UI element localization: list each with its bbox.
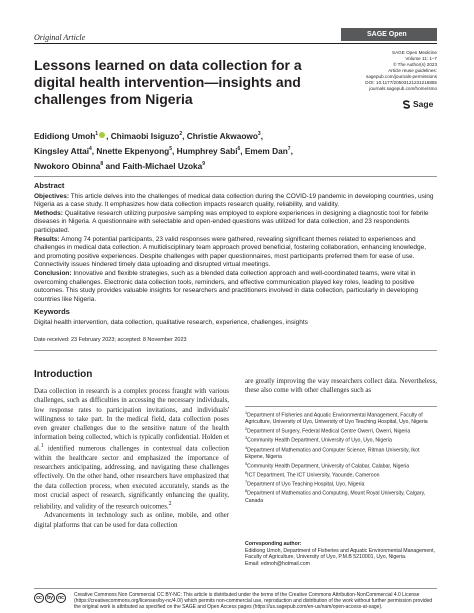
affil-num: 5 (245, 461, 248, 466)
affil-text: Community Health Department, University of Calabar, Calabar, Nigeria (247, 463, 410, 470)
affiliation-item (245, 435, 437, 444)
affil-num: 7 (245, 480, 248, 485)
affil-text: Community Health Department, University of Uyo, Uyo, Nigeria (247, 437, 392, 444)
affil-text: Department of Surgery, Federal Medical Centre Owerri, Owerri, Nigeria (247, 428, 411, 435)
methods-label: Methods: (34, 209, 63, 217)
affil-num: 4 (245, 445, 248, 450)
abstract-conclusion (34, 270, 437, 304)
meta-permissions-link[interactable]: sagepub.com/journals-permissions (366, 74, 437, 79)
affil-text: Department of Uyo Teaching Hospital, Uyo, Nigeria (247, 481, 365, 488)
intro-paragraph-2: Advancements in technology such as online, mobile, and other digital platforms that can be used for data collection (34, 512, 229, 529)
author-name[interactable]: Kingsley Attai (34, 145, 90, 156)
corresponding-label: Corresponding author: (245, 541, 302, 547)
author-name[interactable]: , Nnette Ekpenyong (91, 145, 170, 156)
abstract-objectives (34, 193, 437, 210)
author-name[interactable]: , Chimaobi Isiguzo (106, 130, 180, 141)
affil-text: ICT Department, The ICT University, Yaounde, Cameroon (247, 472, 380, 479)
keywords-text: Digital health intervention, data collection, qualitative research, experience, challenges, insights (34, 318, 308, 326)
intro-text: identified numerous challenges in contextual data collection within the healthcare sector and emphasized the importance of researchers anticipating, addressing, and navigating these challenges effectively. On the other hand, other researchers have emphasized that the data collection process, when executed accurately, stands as the most crucial aspect of research, significantly enhancing the quality, reliability, and validity of the research outcomes. (34, 445, 229, 511)
author-name[interactable]: Nwokoro Obinna (34, 160, 101, 171)
affiliation-item (245, 479, 437, 488)
sage-logo-icon (402, 100, 411, 109)
author-line-3 (34, 158, 364, 173)
affil-ref: 6 (237, 145, 241, 152)
abstract-heading: Abstract (34, 181, 65, 190)
meta-reuse: Article reuse guidelines: (388, 68, 437, 73)
affil-ref: 8 (100, 160, 104, 167)
orcid-icon[interactable] (99, 132, 105, 138)
affil-num: 8 (245, 489, 248, 494)
affiliation-item (245, 426, 437, 435)
affil-text: Department of Mathematics and Computer Science, Ritman University, Ikot Ekpene, Nigeria (245, 447, 420, 460)
corresponding-author (245, 541, 437, 567)
footer-rule (34, 588, 437, 589)
intro-paragraph-1 (34, 387, 229, 511)
header-rule (34, 43, 437, 44)
objectives-text: This article delves into the challenges of medical data collection during the COVID-19 pandemic in developing countries, using Nigeria as a case study. It emphasizes how data collection impacts research quality, reliability, and validity. (34, 192, 434, 209)
author-name[interactable]: and Faith-Michael Uzoka (103, 160, 203, 171)
right-column-text: are greatly improving the way researchers collect data. Nevertheless, these also come with other challenges such as (245, 378, 437, 395)
affiliations-list (245, 410, 437, 504)
meta-doi[interactable]: DOI: 10.1177/20503121231216855 (365, 80, 437, 85)
author-name[interactable]: Edidiong Umoh (34, 130, 96, 141)
affiliation-item (245, 461, 437, 470)
affil-ref: 7 (287, 145, 291, 152)
abstract-section (34, 182, 437, 304)
affil-ref: 1 (95, 131, 99, 137)
by-icon: by (45, 593, 55, 603)
publisher-logo-text: Sage (413, 99, 434, 109)
affiliation-item (245, 410, 437, 426)
affil-ref: 3 (257, 131, 261, 137)
methods-text: Qualitative research utilizing purposive sampling was employed to explore experiences in designing a diagnostic tool for febrile diseases in Nigeria. A questionnaire with selectable and open-ended questions was utilized for data collection, and 23 respondents participated. (34, 209, 429, 234)
keywords-heading: Keywords (34, 307, 70, 316)
affiliations-rule (245, 406, 437, 407)
abstract-results (34, 236, 437, 270)
author-name[interactable]: , Christie Akwaowo (182, 130, 258, 141)
license-text: Creative Commons Non Commercial CC BY-NC: This article is distributed under the terms of the Creative Commons Attribution-NonCommercial 4.0 License (https://creativecommons.org/licenses/by-nc/4.0/) which permits non-commercial use, reproduction and distribution of the work without further permission provided the original work is attributed as specified on the SAGE and Open Access pages (https://us.sagepub.com/en-us/nam/open-access-at-sage). (74, 592, 433, 611)
corresponding-email[interactable]: Email: edmoh@hotmail.com (245, 560, 310, 567)
author-name[interactable]: , Emem Dan (240, 145, 288, 156)
article-title: Lessons learned on data collection for a digital health intervention—insights and challenges from Nigeria (34, 57, 302, 107)
objectives-label: Objectives: (34, 192, 70, 200)
introduction-column (34, 370, 229, 530)
affiliation-item (245, 445, 437, 461)
affiliation-item (245, 470, 437, 479)
affil-num: 3 (245, 436, 248, 441)
affil-ref: 9 (202, 160, 206, 167)
article-meta (346, 50, 437, 92)
citation-ref[interactable]: 1 (40, 443, 44, 450)
meta-volume: Volume 11: 1–7 (405, 56, 437, 61)
meta-copyright: © The Author(s) 2023 (393, 62, 437, 67)
dates-rule (34, 350, 437, 351)
author-name[interactable]: , Humphrey Sabi (172, 145, 238, 156)
nc-icon: nc (56, 593, 66, 603)
affil-num: 1 (245, 411, 248, 415)
abstract-top-rule (34, 176, 437, 177)
cc-license-badge[interactable] (34, 593, 68, 604)
author-line-2: Kingsley Attai$^4$, Nnette Ekpenyong$^5$, Humphrey Sabi$^6$, Emem Dan$^7$, (34, 145, 293, 156)
results-text: Among 74 potential participants, 23 valid responses were gathered, revealing significant themes related to experiences and challenges in medical data collection. A multidisciplinary team approach proved beneficial, fostering collaboration, enhancing knowledge, and promoting positive experiences. Despite challenges with paper questionnaires, most participants preferred them for ease of use. Connectivity issues hindered timely data uploading and disrupted virtual meetings. (34, 235, 427, 269)
page-header (0, 0, 474, 51)
author-list (34, 128, 364, 172)
affil-num: 2 (245, 426, 248, 431)
abstract-methods (34, 210, 437, 236)
article-dates: Date received: 23 February 2023; accepted: 8 November 2023 (34, 337, 187, 343)
intro-text: Data collection in research is a complex process fraught with various challenges, such as difficulties in accessing the necessary individuals, low response rates to participation invitations, and individuals' willingness to take part. In the medical field, data collection poses even greater challenges due to the sensitive nature of the health information being collected, which is typically confidential. Holden et al. (34, 388, 229, 453)
affil-ref: 4 (89, 145, 92, 152)
results-label: Results: (34, 235, 60, 243)
affil-text: Department of Fisheries and Aquatic Environmental Management, Faculty of Agriculture, University of Uyo, University of Uyo Teaching Hospital, Uyo, Nigeria (245, 412, 428, 426)
corresponding-text: Edidiong Umoh, Department of Fisheries and Aquatic Environmental Management, Faculty of Agriculture, University of Uyo, P.M.B 5210001, Uyo, Nigeria. (245, 547, 436, 561)
publisher-logo (402, 99, 433, 109)
cc-icon: cc (34, 593, 44, 603)
conclusion-text: Innovative and flexible strategies, such as a blended data collection approach and well-coordinated teams, were vital in overcoming challenges. Electronic data collection tools, reminders, and effective communication played key roles, leading to positive outcomes. This study provides valuable insights for researchers and practitioners involved in data collection, particularly in developing countries like Nigeria. (34, 269, 418, 303)
meta-home-link[interactable]: journals.sagepub.com/home/smo (369, 86, 437, 91)
introduction-heading: Introduction (34, 369, 93, 380)
keywords-section (34, 308, 437, 327)
journal-name-tab: SAGE Open Medicine (341, 28, 437, 41)
author-line-1: Edidiong Umoh$^1$ , Chimaobi Isiguzo$^2$, Christie Akwaowo$^3$, (34, 130, 264, 141)
meta-journal: SAGE Open Medicine (392, 50, 437, 55)
citation-ref[interactable]: 2 (168, 500, 172, 507)
affil-ref: 2 (179, 131, 183, 137)
article-type: Original Article (34, 33, 86, 42)
affiliation-item (245, 488, 437, 504)
affil-num: 6 (245, 470, 248, 475)
affil-ref: 5 (169, 145, 173, 152)
affil-text: Department of Mathematics and Computing, Mount Royal University, Calgary, Canada (245, 491, 426, 504)
conclusion-label: Conclusion: (34, 269, 72, 277)
